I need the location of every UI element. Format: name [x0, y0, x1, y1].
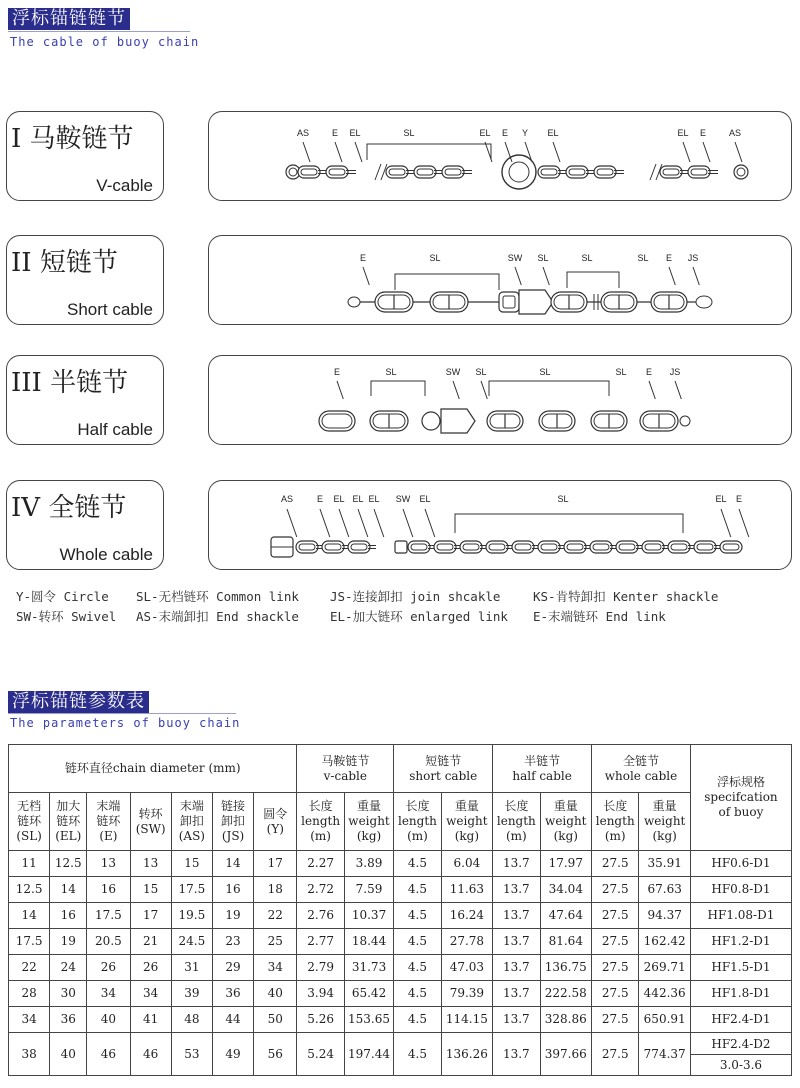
spec-value: HF2.4-D2	[691, 1034, 791, 1055]
swivel	[395, 541, 407, 553]
table-cell: 328.86	[540, 1007, 592, 1033]
section-subtitle: The parameters of buoy chain	[10, 716, 241, 730]
table-cell: 47.03	[441, 955, 493, 981]
table-cell: 44	[212, 1007, 253, 1033]
leader-line	[363, 267, 369, 285]
span-bracket	[395, 274, 499, 290]
table-cell: 13.7	[493, 1033, 540, 1076]
chain-label: E	[735, 494, 743, 504]
leader-line	[374, 509, 384, 537]
table-cell: 136.75	[540, 955, 592, 981]
table-cell: HF1.2-D1	[690, 929, 791, 955]
table-cell: HF0.8-D1	[690, 877, 791, 903]
leader-line	[358, 509, 368, 537]
table-cell: 136.26	[441, 1033, 493, 1076]
legend-item: AS-末端卸扣 End shackle	[136, 609, 299, 624]
diameter-col-header: 末端 卸扣 (AS)	[171, 793, 212, 851]
title-underline	[8, 713, 236, 714]
table-cell: 94.37	[639, 903, 691, 929]
span-bracket	[367, 144, 491, 160]
legend-item: JS-连接卸扣 join shcakle	[330, 589, 501, 604]
table-cell: 30	[50, 981, 87, 1007]
table-cell: 16	[50, 903, 87, 929]
half-cable-diagram	[209, 356, 791, 444]
table-cell: 41	[130, 1007, 171, 1033]
leader-line	[669, 267, 675, 285]
table-cell: 18.44	[344, 929, 393, 955]
cable-diagram-2	[208, 235, 792, 325]
cable-label-cn: III 半链节	[11, 368, 129, 398]
table-cell: 4.5	[394, 981, 441, 1007]
table-cell: 39	[171, 981, 212, 1007]
table-cell: 17.5	[9, 929, 50, 955]
table-cell: 11.63	[441, 877, 493, 903]
leader-line	[553, 142, 560, 162]
v-cable-diagram	[209, 112, 791, 200]
length-header: 长度 length (m)	[493, 793, 540, 851]
title-underline	[8, 31, 190, 32]
leader-line	[335, 142, 342, 162]
legend-item: EL-加大链环 enlarged link	[330, 609, 508, 624]
chain-label: SL	[429, 253, 441, 263]
cable-label-en: Short cable	[67, 300, 153, 319]
table-cell: 67.63	[639, 877, 691, 903]
cable-label-en: Whole cable	[59, 545, 153, 564]
break-mark	[375, 164, 381, 180]
weight-header: 重量 weight (kg)	[540, 793, 592, 851]
leader-line	[320, 509, 330, 537]
table-cell: 2.72	[297, 877, 344, 903]
table-cell: 31.73	[344, 955, 393, 981]
chain-label: SW	[445, 367, 461, 377]
parameter-table	[8, 744, 792, 1076]
chain-label: EL	[547, 128, 559, 138]
table-cell: HF0.6-D1	[690, 851, 791, 877]
table-cell: 22	[254, 903, 297, 929]
table-cell: 27.5	[592, 851, 639, 877]
chain-label: E	[316, 494, 324, 504]
leader-line	[543, 267, 549, 285]
table-cell: 19	[212, 903, 253, 929]
chain-label: EL	[715, 494, 727, 504]
short-cable-diagram	[209, 236, 791, 324]
table-cell: 34.04	[540, 877, 592, 903]
legend-item: SL-无档链环 Common link	[136, 589, 299, 604]
table-body	[9, 851, 792, 1076]
chain-label: AS	[280, 494, 294, 504]
table-cell: 29	[212, 955, 253, 981]
chain-label: EL	[368, 494, 380, 504]
table-cell: 4.5	[394, 903, 441, 929]
table-cell: 26	[87, 955, 130, 981]
leader-line	[675, 381, 681, 399]
weight-header: 重量 weight (kg)	[344, 793, 393, 851]
table-cell: 40	[87, 1007, 130, 1033]
table-cell: 5.24	[297, 1033, 344, 1076]
table-cell: 15	[130, 877, 171, 903]
leader-line	[693, 267, 699, 285]
legend-item: E-末端链环 End link	[533, 609, 666, 624]
table-cell: 153.65	[344, 1007, 393, 1033]
table-cell: 40	[254, 981, 297, 1007]
span-bracket	[567, 272, 619, 288]
spec-value-extra: 3.0-3.6	[719, 1057, 763, 1072]
table-cell: HF2.4-D1	[690, 1007, 791, 1033]
leader-line	[453, 381, 459, 399]
chain-label: SL	[615, 367, 627, 377]
table-cell: 2.79	[297, 955, 344, 981]
table-cell: 13.7	[493, 903, 540, 929]
legend-item: KS-肯特卸扣 Kenter shackle	[533, 589, 719, 604]
table-cell: 27.78	[441, 929, 493, 955]
table-cell: 15	[171, 851, 212, 877]
table-cell: 10.37	[344, 903, 393, 929]
weight-header: 重量 weight (kg)	[639, 793, 691, 851]
table-cell: 34	[254, 955, 297, 981]
section-title: 浮标锚链参数表	[8, 691, 149, 713]
chain-label: SL	[475, 367, 487, 377]
table-row	[9, 981, 792, 1007]
table-row	[9, 851, 792, 877]
swivel-ring	[422, 412, 440, 430]
group-header: 全链节 whole cable	[592, 745, 691, 793]
chain-label: JS	[687, 253, 699, 263]
table-cell: 197.44	[344, 1033, 393, 1076]
table-cell: 27.5	[592, 981, 639, 1007]
spec-header: 浮标规格 specifcation of buoy	[690, 745, 791, 851]
cable-label-cn: IV 全链节	[11, 493, 127, 523]
chain-label: E	[331, 128, 339, 138]
table-cell: 16.24	[441, 903, 493, 929]
table-row	[9, 1007, 792, 1033]
length-header: 长度 length (m)	[297, 793, 344, 851]
table-cell: 34	[87, 981, 130, 1007]
diameter-col-header: 加大 链环 (EL)	[50, 793, 87, 851]
chain-label: E	[645, 367, 653, 377]
table-cell: 27.5	[592, 1033, 639, 1076]
end-link	[680, 416, 690, 426]
table-cell: 81.64	[540, 929, 592, 955]
table-cell: 114.15	[441, 1007, 493, 1033]
cable-label-cn: II 短链节	[11, 248, 118, 278]
legend-item: Y-圆令 Circle	[16, 589, 109, 604]
cable-diagram-4	[208, 480, 792, 570]
table-cell: 3.89	[344, 851, 393, 877]
cable-label-1	[6, 111, 164, 201]
swivel-body	[441, 409, 475, 433]
table-cell: 397.66	[540, 1033, 592, 1076]
table-cell: 18	[254, 877, 297, 903]
table-cell: 20.5	[87, 929, 130, 955]
table-cell: 49	[212, 1033, 253, 1076]
group-header: 马鞍链节 v-cable	[297, 745, 394, 793]
diameter-col-header: 无档 链环 (SL)	[9, 793, 50, 851]
table-cell: 46	[130, 1033, 171, 1076]
cable-diagram-3	[208, 355, 792, 445]
whole-cable-diagram	[209, 481, 791, 569]
span-bracket	[489, 381, 609, 396]
table-cell: 13.7	[493, 929, 540, 955]
table-cell: 36	[212, 981, 253, 1007]
table-cell: 13	[130, 851, 171, 877]
chain-label: SL	[537, 253, 549, 263]
chain-label: AS	[296, 128, 310, 138]
chain-label: EL	[479, 128, 491, 138]
leader-line	[649, 381, 655, 399]
table-cell: 24.5	[171, 929, 212, 955]
span-bracket	[371, 381, 425, 396]
table-cell: 31	[171, 955, 212, 981]
table-cell: 3.94	[297, 981, 344, 1007]
cable-label-2	[6, 235, 164, 325]
table-row	[9, 955, 792, 981]
length-header: 长度 length (m)	[394, 793, 441, 851]
table-cell: 14	[9, 903, 50, 929]
chain-label: EL	[333, 494, 345, 504]
cable-label-en: Half cable	[77, 420, 153, 439]
table-cell: 13.7	[493, 877, 540, 903]
section-title: 浮标锚链链节	[8, 8, 130, 30]
table-cell: 13.7	[493, 955, 540, 981]
cable-label-4	[6, 480, 164, 570]
subheader-row	[9, 793, 792, 851]
table-cell: 4.5	[394, 851, 441, 877]
chain-label: SL	[581, 253, 593, 263]
table-cell: 4.5	[394, 877, 441, 903]
table-cell: 27.5	[592, 929, 639, 955]
table-cell: 442.36	[639, 981, 691, 1007]
table-cell	[690, 1033, 791, 1076]
table-cell: 27.5	[592, 1007, 639, 1033]
table-cell: 26	[130, 955, 171, 981]
diameter-col-header: 转环 (SW)	[130, 793, 171, 851]
length-header: 长度 length (m)	[592, 793, 639, 851]
table-cell: 14	[50, 877, 87, 903]
table-cell: 7.59	[344, 877, 393, 903]
leader-line	[703, 142, 710, 162]
group-header: 短链节 short cable	[394, 745, 493, 793]
table-cell: 4.5	[394, 1033, 441, 1076]
leader-line	[515, 267, 521, 285]
table-cell: 38	[9, 1033, 50, 1076]
table-cell: 2.77	[297, 929, 344, 955]
table-cell: 12.5	[50, 851, 87, 877]
table-cell: 34	[130, 981, 171, 1007]
chain-label: E	[333, 367, 341, 377]
chain-label: AS	[728, 128, 742, 138]
diameter-col-header: 圆令 (Y)	[254, 793, 297, 851]
table-cell: 13	[87, 851, 130, 877]
table-cell: 17	[254, 851, 297, 877]
table-row	[9, 877, 792, 903]
weight-header: 重量 weight (kg)	[441, 793, 493, 851]
chain-label: EL	[352, 494, 364, 504]
table-cell: 23	[212, 929, 253, 955]
chain-label: JS	[669, 367, 681, 377]
table-cell: 222.58	[540, 981, 592, 1007]
section-subtitle: The cable of buoy chain	[10, 35, 200, 49]
table-cell: 2.27	[297, 851, 344, 877]
table-cell: 65.42	[344, 981, 393, 1007]
chain-label: SW	[507, 253, 523, 263]
legend-item: SW-转环 Swivel	[16, 609, 117, 624]
table-cell: 17.5	[87, 903, 130, 929]
diameter-col-header: 链接 卸扣 (JS)	[212, 793, 253, 851]
table-cell: 19	[50, 929, 87, 955]
leader-line	[735, 142, 742, 162]
table-cell: 2.76	[297, 903, 344, 929]
table-row	[9, 1033, 792, 1076]
cable-label-en: V-cable	[96, 176, 153, 195]
table-cell: 774.37	[639, 1033, 691, 1076]
diameter-header: 链环直径chain diameter (mm)	[9, 745, 297, 793]
table-row	[9, 929, 792, 955]
table-cell: 17	[130, 903, 171, 929]
table-cell: 28	[9, 981, 50, 1007]
end-link	[696, 296, 712, 308]
chain-label: EL	[677, 128, 689, 138]
chain-label: E	[699, 128, 707, 138]
leader-line	[355, 142, 362, 162]
table-cell: 12.5	[9, 877, 50, 903]
leader-line	[481, 381, 487, 399]
table-cell: 269.71	[639, 955, 691, 981]
table-cell: 48	[171, 1007, 212, 1033]
table-cell: 40	[50, 1033, 87, 1076]
chain-label: SL	[557, 494, 569, 504]
swivel-body	[519, 290, 553, 314]
leader-line	[303, 142, 310, 162]
table-cell: HF1.8-D1	[690, 981, 791, 1007]
table-row	[9, 903, 792, 929]
table-cell: 27.5	[592, 877, 639, 903]
table-cell: 27.5	[592, 903, 639, 929]
table-cell: 4.5	[394, 929, 441, 955]
end-link	[348, 297, 360, 307]
chain-label: E	[665, 253, 673, 263]
cable-diagram-1	[208, 111, 792, 201]
chain-label: E	[501, 128, 509, 138]
swivel	[499, 292, 519, 312]
chain-label: E	[359, 253, 367, 263]
table-cell: 11	[9, 851, 50, 877]
table-cell: 650.91	[639, 1007, 691, 1033]
chain-label: SL	[539, 367, 551, 377]
chain-label: Y	[521, 128, 529, 138]
table-cell: 56	[254, 1033, 297, 1076]
table-cell: 24	[50, 955, 87, 981]
table-cell: 34	[9, 1007, 50, 1033]
table-cell: 6.04	[441, 851, 493, 877]
cable-label-3	[6, 355, 164, 445]
leader-line	[683, 142, 690, 162]
chain-label: EL	[419, 494, 431, 504]
table-cell: 13.7	[493, 1007, 540, 1033]
table-cell: 162.42	[639, 929, 691, 955]
table-cell: 17.5	[171, 877, 212, 903]
break-mark	[650, 164, 656, 180]
table-cell: 17.97	[540, 851, 592, 877]
table-cell: 36	[50, 1007, 87, 1033]
leader-line	[425, 509, 435, 537]
table-cell: 14	[212, 851, 253, 877]
leader-line	[721, 509, 731, 537]
table-cell: 16	[212, 877, 253, 903]
table-cell: 13.7	[493, 981, 540, 1007]
table-cell: 16	[87, 877, 130, 903]
leader-line	[337, 381, 343, 399]
table-cell: 25	[254, 929, 297, 955]
leader-line	[287, 509, 297, 537]
leader-line	[403, 509, 413, 537]
chain-label: SL	[403, 128, 415, 138]
chain-label: EL	[349, 128, 361, 138]
table-cell: 79.39	[441, 981, 493, 1007]
end-shackle	[734, 165, 748, 179]
table-cell: 50	[254, 1007, 297, 1033]
table-cell: 53	[171, 1033, 212, 1076]
cable-label-cn: I 马鞍链节	[11, 124, 134, 154]
table-cell: 19.5	[171, 903, 212, 929]
table-cell: 5.26	[297, 1007, 344, 1033]
leader-line	[339, 509, 349, 537]
table-cell: 22	[9, 955, 50, 981]
chain-label: SL	[637, 253, 649, 263]
span-bracket	[455, 514, 683, 533]
table-cell: 35.91	[639, 851, 691, 877]
group-header: 半链节 half cable	[493, 745, 592, 793]
table-cell: 27.5	[592, 955, 639, 981]
table-cell: 13.7	[493, 851, 540, 877]
chain-label: SL	[385, 367, 397, 377]
chain-label: SW	[395, 494, 411, 504]
table-cell: 4.5	[394, 955, 441, 981]
diameter-col-header: 末端 链环 (E)	[87, 793, 130, 851]
leader-line	[739, 509, 749, 537]
table-cell: 21	[130, 929, 171, 955]
table-cell: HF1.5-D1	[690, 955, 791, 981]
table-cell: HF1.08-D1	[690, 903, 791, 929]
table-cell: 47.64	[540, 903, 592, 929]
table-cell: 46	[87, 1033, 130, 1076]
table-cell: 4.5	[394, 1007, 441, 1033]
